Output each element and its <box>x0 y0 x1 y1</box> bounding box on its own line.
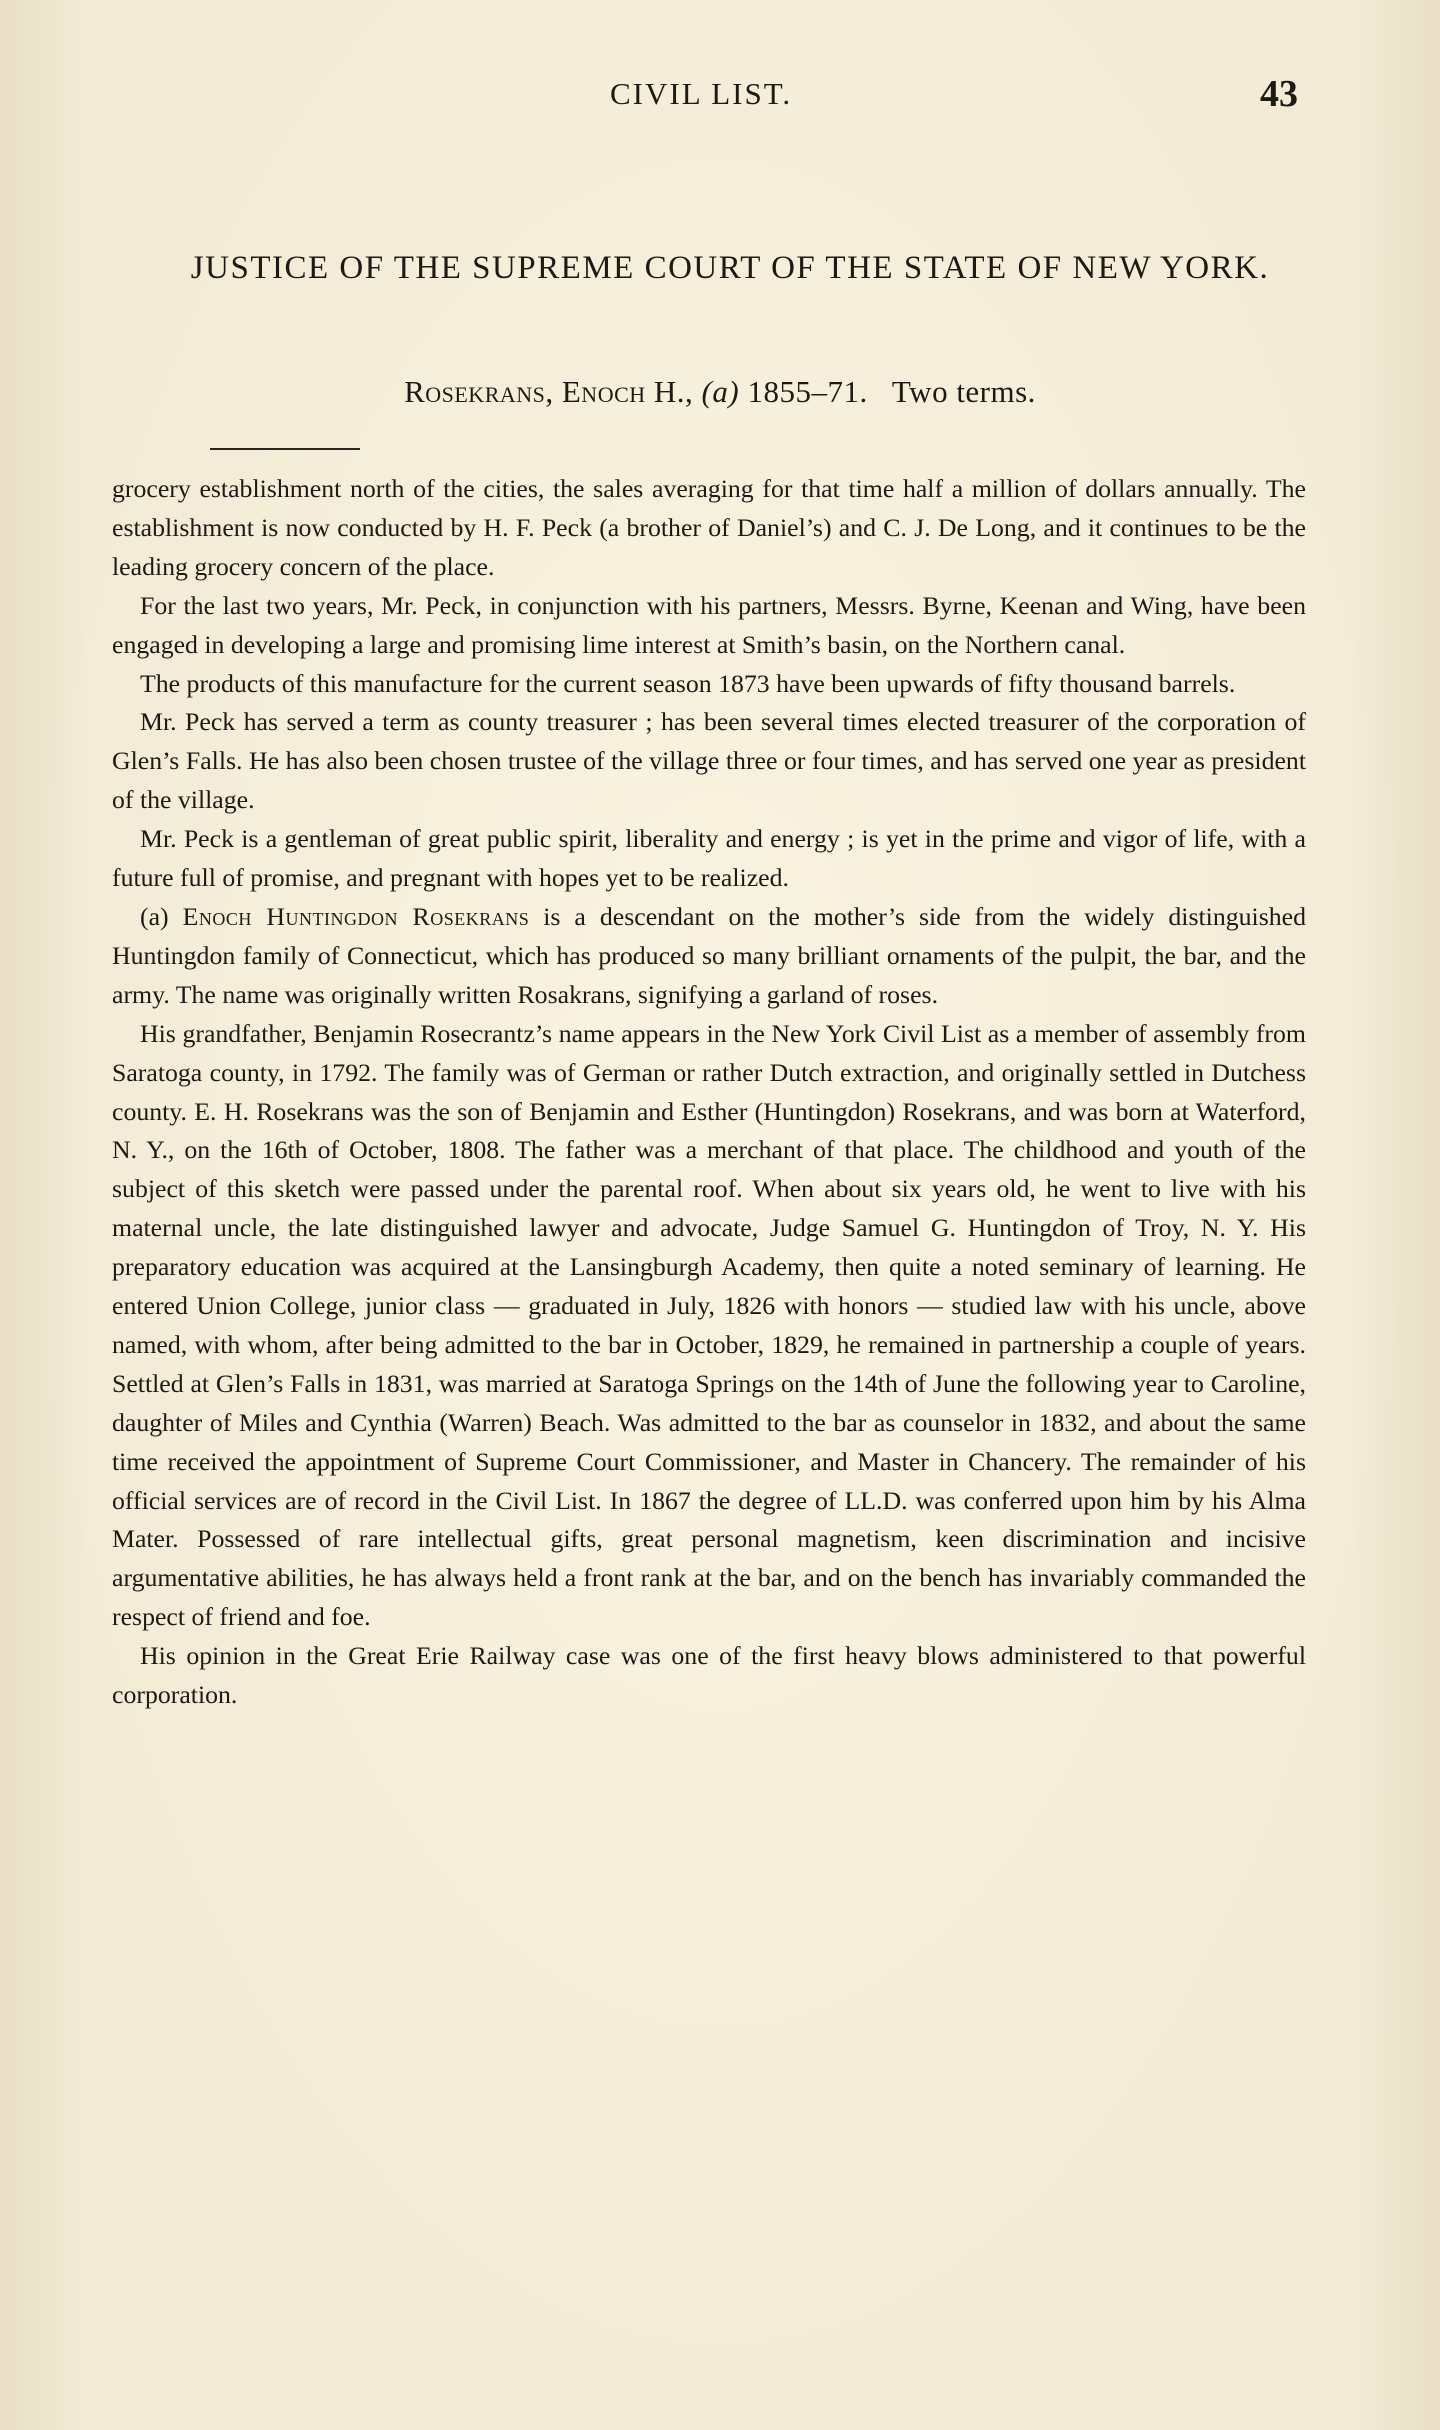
justice-years: 1855–71. <box>747 374 868 409</box>
paragraph: Mr. Peck has served a term as county treasurer ; has been several times elected treasurer of the corporation of Glen’s Falls. He has also been chosen trustee of the village three or four times, and has served one year as president of the village. <box>112 707 1306 815</box>
paragraph <box>112 898 1306 1015</box>
footnote-body <box>112 470 1306 1715</box>
justice-name: Rosekrans, Enoch H., <box>404 374 694 409</box>
footnote-rule <box>210 448 360 450</box>
footnote-marker: (a) <box>701 374 740 409</box>
paragraph: Mr. Peck is a gentleman of great public spirit, liberality and energy ; is yet in the prime and vigor of life, with a future full of promise, and pregnant with hopes yet to be realized. <box>112 824 1306 893</box>
footnote-marker: (a) <box>140 901 169 931</box>
paragraph: His opinion in the Great Erie Railway case was one of the first heavy blows administered to that powerful corporation. <box>112 1641 1306 1710</box>
paragraph: The products of this manufacture for the current season 1873 have been upwards of fifty thousand barrels. <box>140 668 1236 698</box>
section-title: JUSTICE OF THE SUPREME COURT OF THE STATE OF NEW YORK. <box>190 250 1270 286</box>
paragraph: For the last two years, Mr. Peck, in conjunction with his partners, Messrs. Byrne, Keenan and Wing, have been engaged in developing a large and promising lime interest at Smith’s basin, on the Northern canal. <box>112 590 1306 659</box>
subject-name: Enoch Huntingdon Rosekrans <box>182 901 530 931</box>
justice-terms: Two terms. <box>891 374 1036 409</box>
page-number: 43 <box>1260 73 1298 115</box>
paragraph: grocery establishment north of the cities, the sales averaging for that time half a million of dollars annually. The establishment is now conducted by H. F. Peck (a brother of Daniel’s) and C. J. De Long, and it continues to be the leading grocery concern of the place. <box>112 474 1306 581</box>
justice-entry <box>0 374 1440 410</box>
running-head <box>0 72 1440 124</box>
paragraph: His grandfather, Benjamin Rosecrantz’s name appears in the New York Civil List as a member of assembly from Saratoga county, in 1792. The family was of German or rather Dutch extraction, and originally settled in Dutchess county. E. H. Rosekrans was the son of Benjamin and Esther (Huntingdon) Rosekrans, and was born at Waterford, N. Y., on the 16th of October, 1808. The father was a merchant of that place. The childhood and youth of the subject of this sketch were passed under the parental roof. When about six years old, he went to live with his maternal uncle, the late distinguished lawyer and advocate, Judge Samuel G. Huntingdon of Troy, N. Y. His preparatory education was acquired at the Lansingburgh Academy, then quite a noted seminary of learning. He entered Union College, junior class — graduated in July, 1826 with honors — studied law with his uncle, above named, with whom, after being admitted to the bar in October, 1829, he remained in partnership a couple of years. Settled at Glen’s Falls in 1831, was married at Saratoga Springs on the 14th of June the following year to Caroline, daughter of Miles and Cynthia (Warren) Beach. Was admitted to the bar as counselor in 1832, and about the same time received the appointment of Supreme Court Commissioner, and Master in Chancery. The remainder of his official services are of record in the Civil List. In 1867 the degree of LL.D. was conferred upon him by his Alma Mater. Possessed of rare intellectual gifts, great personal magnetism, keen discrimination and incisive argumentative abilities, he has always held a front rank at the bar, and on the bench has invariably commanded the respect of friend and foe. <box>112 1018 1306 1632</box>
running-title: CIVIL LIST. <box>610 76 793 111</box>
paragraph-text: is a descendant on the mother’s side from the widely distinguished Huntingdon family of Connecticut, which has produced so many brilliant ornaments of the pulpit, the bar, and the army. The name was originally written Rosakrans, signifying a garland of roses. <box>112 901 1306 1009</box>
